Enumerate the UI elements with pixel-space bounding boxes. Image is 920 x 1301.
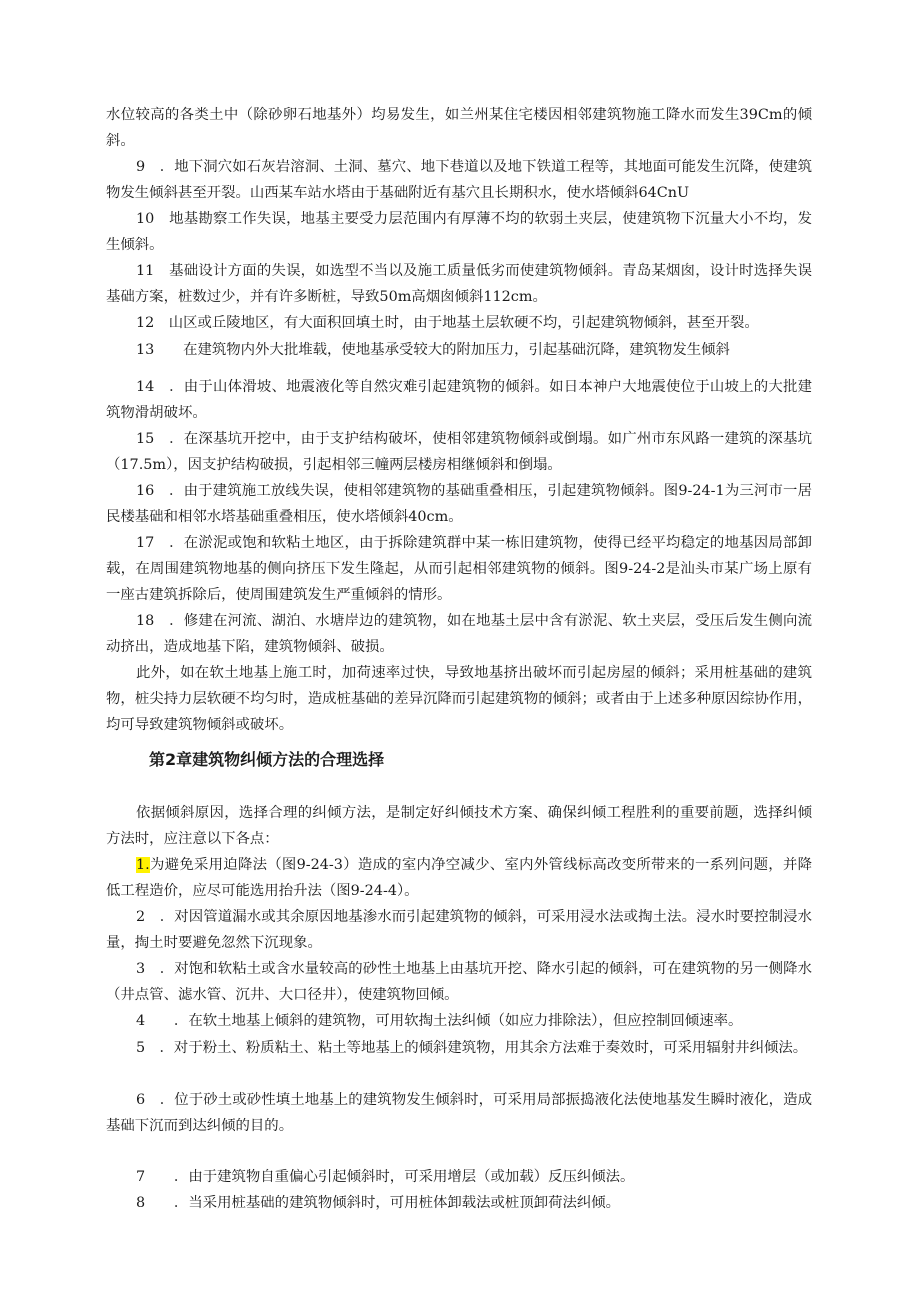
item-11: 11 基础设计方面的失误，如选型不当以及施工质量低劣而使建筑物倾斜。青岛某烟囱，设计时选择失误基础方案，桩数过少，并有许多断桩，导致50m高烟囱倾斜112cm。 [106, 263, 812, 305]
method-item-8: 8 ．当采用桩基础的建筑物倾斜时，可用桩体卸载法或桩顶卸荷法纠倾。 [136, 1195, 621, 1211]
item-17: 17 ．在淤泥或饱和软粘土地区，由于拆除建筑群中某一栋旧建筑物，使得已经平均稳定的地基因局部卸载，在周围建筑物地基的侧向挤压下发生隆起，从而引起相邻建筑物的倾斜。图9-24-2是汕头市某广场上原有一座古建筑拆除后，使周围建筑发生严重倾斜的情形。 [106, 535, 812, 603]
chapter-heading: 第2章建筑物纠倾方法的合理选择 [149, 750, 385, 769]
method-item-5: 5 ．对于粉土、粉质粘土、粘土等地基上的倾斜建筑物，用其余方法难于奏效时，可采用辐射井纠倾法。 [136, 1040, 808, 1056]
item-13: 13 在建筑物内外大批堆载，使地基承受较大的附加压力，引起基础沉降，建筑物发生倾斜 [136, 342, 730, 358]
item-18: 18 ．修建在河流、湖泊、水塘岸边的建筑物，如在地基土层中含有淤泥、软土夹层，受压后发生侧向流动挤出，造成地基下陷，建筑物倾斜、破损。 [106, 613, 812, 655]
item-10: 10 地基勘察工作失误，地基主要受力层范围内有厚薄不均的软弱土夹层，使建筑物下沉量大小不均，发生倾斜。 [106, 211, 812, 253]
highlighted-number: 1. [136, 857, 150, 873]
item-15: 15 ．在深基坑开挖中，由于支护结构破坏，使相邻建筑物倾斜或倒塌。如广州市东风路一建筑的深基坑（17.5m），因支护结构破损，引起相邻三幢两层楼房相继倾斜和倒塌。 [106, 431, 812, 473]
method-item-4: 4 ．在软土地基上倾斜的建筑物，可用软掏土法纠倾（如应力排除法），但应控制回倾速率。 [136, 1013, 743, 1029]
method-item-1-text: 为避免采用迫降法（图9-24-3）造成的室内净空减少、室内外管线标高改变所带来的一系列问题，并降低工程造价，应尽可能选用抬升法（图9-24-4）。 [106, 857, 812, 899]
paragraph-continued: 水位较高的各类土中（除砂卵石地基外）均易发生，如兰州某住宅楼因相邻建筑物施工降水而发生39Cm的倾斜。 [106, 107, 812, 149]
item-16: 16 ．由于建筑施工放线失误，使相邻建筑物的基础重叠相压，引起建筑物倾斜。图9-24-1为三河市一居民楼基础和相邻水塔基础重叠相压，使水塔倾斜40cm。 [106, 483, 812, 525]
method-item-6: 6 ．位于砂土或砂性填土地基上的建筑物发生倾斜时，可采用局部振捣液化法使地基发生瞬时液化，造成基础下沉而到达纠倾的目的。 [106, 1092, 812, 1134]
chapter-intro: 依据倾斜原因，选择合理的纠倾方法，是制定好纠倾技术方案、确保纠倾工程胜利的重要前题，选择纠倾方法时，应注意以下各点： [106, 805, 812, 847]
item-9: 9 ．地下洞穴如石灰岩溶洞、土洞、墓穴、地下巷道以及地下铁道工程等，其地面可能发生沉降，使建筑物发生倾斜甚至开裂。山西某车站水塔由于基础附近有基穴且长期积水，使水塔倾斜64CnU [106, 159, 812, 201]
method-item-3: 3 ．对饱和软粘土或含水量较高的砂性土地基上由基坑开挖、降水引起的倾斜，可在建筑物的另一侧降水（井点管、滤水管、沉井、大口径井），使建筑物回倾。 [106, 961, 812, 1003]
item-14: 14 ．由于山体滑坡、地震液化等自然灾难引起建筑物的倾斜。如日本神户大地震使位于山坡上的大批建筑物滑胡破坏。 [106, 379, 812, 421]
paragraph-moreover: 此外，如在软土地基上施工时，加荷速率过快，导致地基挤出破坏而引起房屋的倾斜；采用桩基础的建筑物，桩尖持力层软硬不均匀时，造成桩基础的差异沉降而引起建筑物的倾斜；或者由于上述多种原因综协作用，均可导致建筑物倾斜或破坏。 [106, 665, 812, 733]
item-12: 12 山区或丘陵地区，有大面积回填土时，由于地基土层软硬不均，引起建筑物倾斜，甚至开裂。 [136, 315, 759, 331]
method-item-7: 7 ．由于建筑物自重偏心引起倾斜时，可采用增层（或加载）反压纠倾法。 [136, 1169, 635, 1185]
method-item-1 [106, 852, 812, 904]
method-item-2: 2 ．对因管道漏水或其余原因地基渗水而引起建筑物的倾斜，可采用浸水法或掏土法。浸水时要控制浸水量，掏土时要避免忽然下沉现象。 [106, 909, 812, 951]
